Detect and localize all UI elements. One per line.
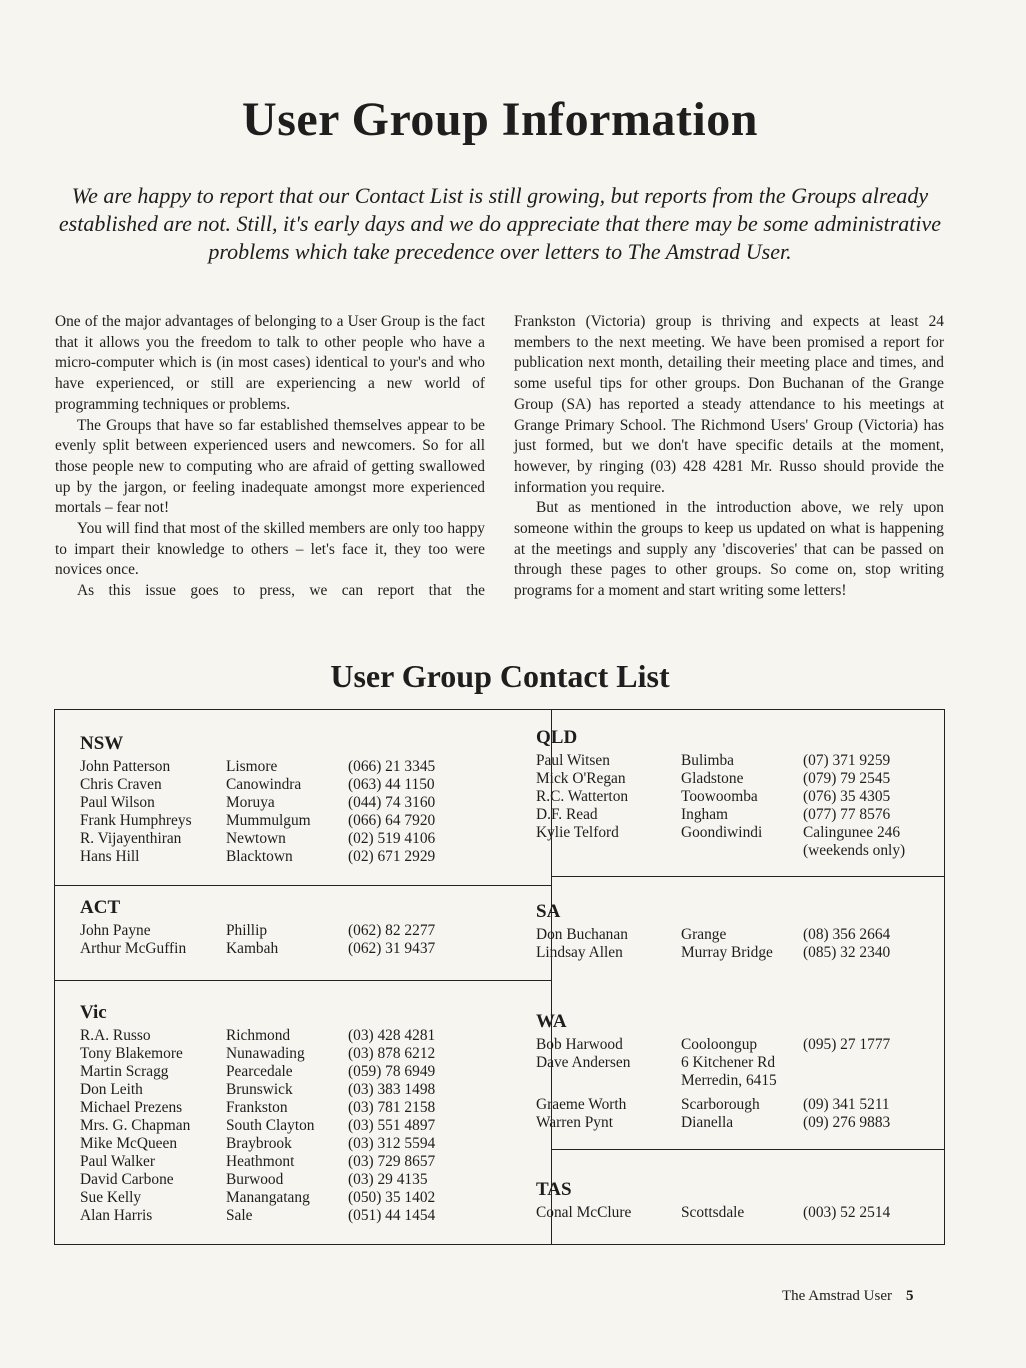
contact-town: Burwood [226,1171,284,1188]
contact-row [80,1207,435,1225]
contact-name: Paul Wilson [80,794,155,811]
contact-phone: (03) 428 4281 [348,1027,436,1044]
contact-row [536,1096,890,1114]
contact-phone: (03) 781 2158 [348,1099,436,1116]
contact-town: Newtown [226,830,286,847]
contact-row [80,758,435,776]
contact-name: Don Buchanan [536,926,628,943]
article-right-column [514,312,944,602]
contact-phone: (02) 671 2929 [348,848,436,865]
page-title: User Group Information [242,93,758,146]
contact-name: Chris Craven [80,776,162,793]
article-paragraph: But as mentioned in the introduction above, we rely upon someone within the groups to keep us updated on what is happening at the meetings and supply any 'discoveries' that can be passed on through these pages to other groups. So come on, stop writing programs for a moment and start writing some letters! [514,499,944,600]
contact-name: Graeme Worth [536,1096,627,1113]
article-paragraph: One of the major advantages of belonging to a User Group is the fact that it allows you the freedom to talk to other people who have a micro-computer which is (in most cases) identical to your's and who have experienced, or still are experiencing a new world of programming techniques or problems. [55,313,485,413]
contact-phone: (02) 519 4106 [348,830,436,847]
contact-phone: (03) 383 1498 [348,1081,436,1098]
contact-row [536,752,905,770]
contact-town: Mummulgum [226,812,311,829]
article-paragraph: As this issue goes to press, we can report that the [77,582,485,600]
row-divider [55,980,551,981]
page-number: 5 [905,1288,914,1304]
contact-row [536,944,890,962]
contact-phone: (077) 77 8576 [803,806,891,823]
contact-town: Nunawading [226,1045,305,1062]
contact-row [536,806,905,824]
contact-phone: (063) 44 1150 [348,776,435,793]
region-heading: Vic [80,1002,107,1023]
contact-name: Alan Harris [80,1207,153,1224]
contact-town: Murray Bridge [681,944,773,961]
row-divider [551,876,944,877]
contact-note: (weekends only) [803,842,906,859]
contact-town: Cooloongup [681,1036,758,1053]
contact-phone: (066) 21 3345 [348,758,436,775]
contact-name: Michael Prezens [80,1099,183,1116]
contact-name: Dave Andersen [536,1054,631,1071]
contact-town: Moruya [226,794,275,811]
region-tas [536,1180,890,1222]
article-paragraph: Frankston (Victoria) group is thriving and expects at least 24 members to the next meeting. We have been promised a report for publication next month, detailing their meeting place and times, and some useful tips for other groups. Don Buchanan of the Grange Group (SA) has reported a steady attendance to his meetings at Grange Primary School. The Richmond Users' Group (Victoria) has just formed, but we don't have specific details at the moment, however, by ringing (03) 428 4281 Mr. Russo should provide the information you require. [514,313,944,496]
contact-town: Lismore [226,758,278,775]
contact-name: Mike McQueen [80,1135,178,1152]
contact-phone: (062) 82 2277 [348,922,436,939]
region-nsw [80,734,435,866]
intro-paragraph: We are happy to report that our Contact List is still growing, but reports from the Groups already established are not. Still, it's early days and we do appreciate that there may be some administrative problems which take precedence over letters to The Amstrad User. [58,183,942,264]
contact-town: Canowindra [226,776,302,793]
region-vic [80,1003,435,1225]
region-qld [536,728,905,860]
contact-phone: (079) 79 2545 [803,770,891,787]
contact-row [80,1117,435,1135]
contact-row [536,1114,890,1132]
contact-town: Gladstone [681,770,744,787]
contact-phone: (085) 32 2340 [803,944,891,961]
contact-name: D.F. Read [536,806,598,823]
contact-row [536,770,905,788]
contact-town: Braybrook [226,1135,292,1152]
contact-phone: (09) 276 9883 [803,1114,891,1131]
contact-phone: (076) 35 4305 [803,788,891,805]
contact-town: Richmond [226,1027,291,1044]
contact-town: Grange [681,926,727,943]
contact-name: Don Leith [80,1081,143,1098]
contact-name: R.A. Russo [80,1027,151,1044]
contact-name [536,1072,681,1090]
contact-row [80,830,435,848]
article-paragraph: You will find that most of the skilled members are only too happy to impart their knowledge to others – let's face it, they too were novices once. [55,520,485,579]
contact-phone: (07) 371 9259 [803,752,891,769]
contact-list-table [54,709,945,1245]
publication-name: The Amstrad User [782,1288,892,1304]
contact-name: Kylie Telford [536,824,619,841]
contact-name: Hans Hill [80,848,140,865]
contact-town: Brunswick [226,1081,293,1098]
contact-row [536,788,905,806]
contact-town: Manangatang [226,1189,310,1206]
contact-row [536,824,905,842]
contact-phone: (044) 74 3160 [348,794,436,811]
contact-row [536,1204,890,1222]
contact-town: Scarborough [681,1096,760,1113]
contact-name: Paul Witsen [536,752,610,769]
contact-row [80,1045,435,1063]
contact-name: Warren Pynt [536,1114,613,1131]
region-wa [536,1012,890,1132]
contact-row [80,848,435,866]
contact-name: Paul Walker [80,1153,155,1170]
contact-town: Heathmont [226,1153,295,1170]
contact-name: John Patterson [80,758,171,775]
contact-phone: (03) 312 5594 [348,1135,436,1152]
contact-name: Martin Scragg [80,1063,169,1080]
contact-row [80,1081,435,1099]
contact-name: R. Vijayenthiran [80,830,182,847]
contact-town: Toowoomba [681,788,758,805]
contact-name: David Carbone [80,1171,174,1188]
row-divider [55,885,551,886]
contact-town: South Clayton [226,1117,315,1134]
contact-row [536,1054,890,1072]
contact-row [80,1099,435,1117]
page-footer [782,1288,913,1305]
contact-row [536,926,890,944]
contact-row [536,1072,890,1090]
contact-phone: (09) 341 5211 [803,1096,890,1113]
contact-row [80,1189,435,1207]
contact-row [80,1027,435,1045]
contact-row [80,1135,435,1153]
contact-phone: (051) 44 1454 [348,1207,436,1224]
contact-town: Bulimba [681,752,735,769]
contact-name: R.C. Watterton [536,788,629,805]
contact-phone: (03) 878 6212 [348,1045,436,1062]
contact-town: Dianella [681,1114,734,1131]
contact-name: Lindsay Allen [536,944,623,961]
article-left-column [55,312,485,602]
contact-phone: Calingunee 246 [803,824,901,841]
region-heading: ACT [80,897,121,918]
contact-phone: (03) 29 4135 [348,1171,428,1188]
contact-phone: (03) 551 4897 [348,1117,436,1134]
region-heading: NSW [80,733,124,754]
contact-town: Goondiwindi [681,824,763,841]
contact-row [80,1153,435,1171]
contact-name: Tony Blakemore [80,1045,183,1062]
contact-list-title: User Group Contact List [330,658,670,694]
region-act [80,898,435,958]
contact-row [80,1063,435,1081]
contact-town: Phillip [226,922,268,939]
contact-town: 6 Kitchener Rd [681,1054,776,1071]
contact-phone: (003) 52 2514 [803,1204,891,1221]
contact-name: Conal McClure [536,1204,632,1221]
contact-row [80,794,435,812]
contact-phone: (08) 356 2664 [803,926,891,943]
contact-phone: (062) 31 9437 [348,940,436,957]
region-heading: TAS [536,1179,572,1200]
contact-row [536,1036,890,1054]
contact-town: Sale [226,1207,253,1224]
contact-name: Arthur McGuffin [80,940,187,957]
contact-town: Pearcedale [226,1063,293,1080]
contact-row [80,776,435,794]
contact-row [80,940,435,958]
contact-row [80,922,435,940]
contact-name: Mrs. G. Chapman [80,1117,191,1134]
contact-phone: (095) 27 1777 [803,1036,891,1053]
contact-town: Merredin, 6415 [681,1072,777,1089]
contact-name: Bob Harwood [536,1036,623,1053]
region-sa [536,902,890,962]
region-heading: QLD [536,727,578,748]
region-heading: SA [536,901,561,922]
row-divider [551,1149,944,1150]
contact-name: Sue Kelly [80,1189,142,1206]
contact-phone: (03) 729 8657 [348,1153,436,1170]
contact-phone: (050) 35 1402 [348,1189,436,1206]
contact-phone: (066) 64 7920 [348,812,436,829]
contact-name: Mick O'Regan [536,770,626,787]
contact-name: John Payne [80,922,151,939]
contact-town: Blacktown [226,848,293,865]
contact-phone: (059) 78 6949 [348,1063,436,1080]
contact-town: Ingham [681,806,729,823]
contact-row [80,1171,435,1189]
contact-row [536,842,905,860]
region-heading: WA [536,1011,567,1032]
contact-town: Frankston [226,1099,288,1116]
contact-row [80,812,435,830]
contact-name: Frank Humphreys [80,812,192,829]
contact-town: Kambah [226,940,279,957]
contact-town: Scottsdale [681,1204,745,1221]
article-paragraph: The Groups that have so far established themselves appear to be evenly split between experienced users and newcomers. So for all those people new to computing who are afraid of getting swallowed up by the jargon, or feeling inadequate amongst more experienced mortals – fear not! [55,416,485,517]
